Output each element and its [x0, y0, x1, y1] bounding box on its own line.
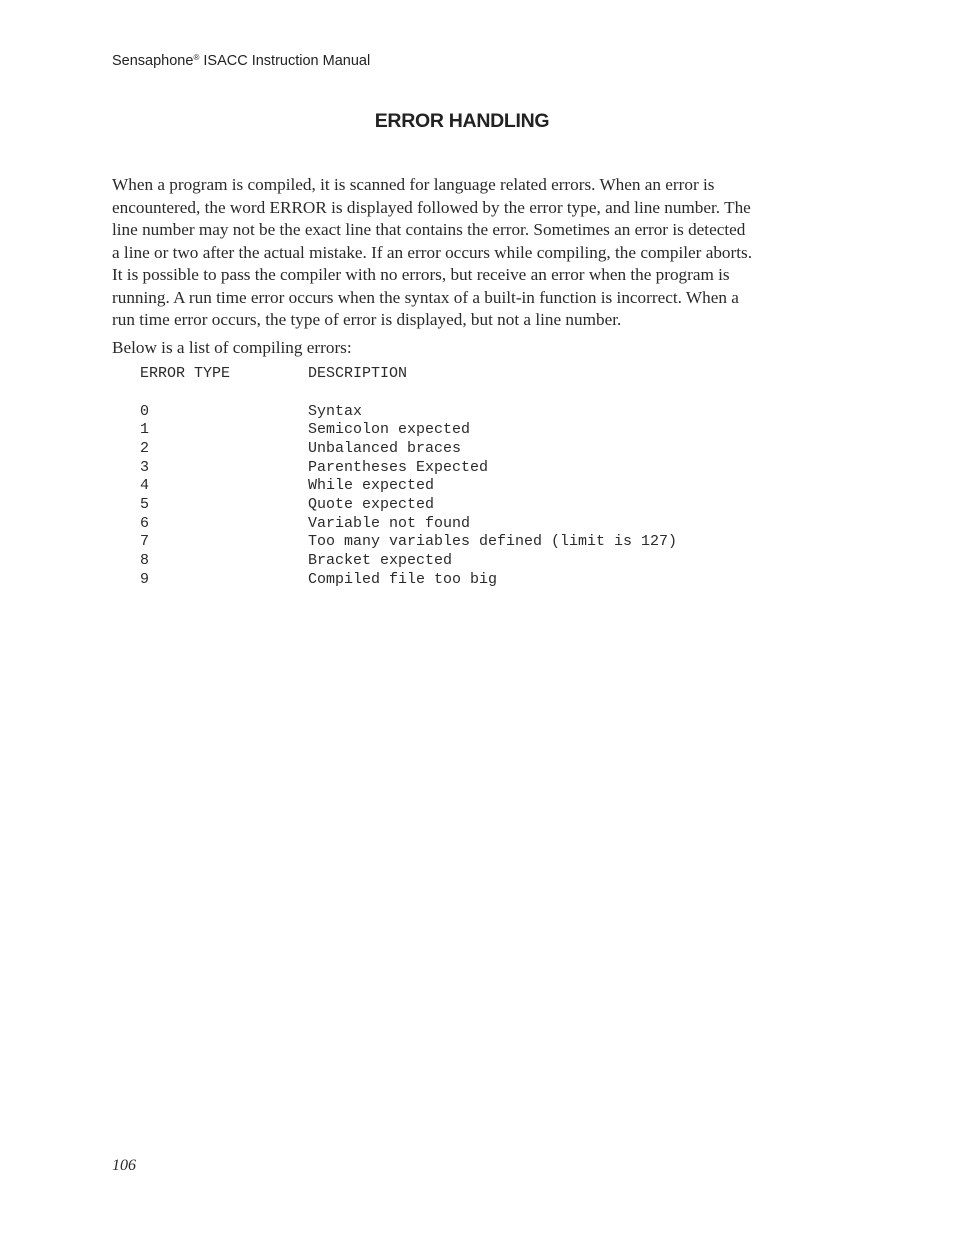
page-title: ERROR HANDLING [374, 110, 550, 132]
error-description-cell: Too many variables defined (limit is 127) [308, 533, 678, 551]
error-type-cell: 9 [140, 570, 150, 588]
error-type-cell: 5 [140, 495, 150, 513]
error-description-cell: Variable not found [308, 514, 471, 532]
body-line: running. A run time error occurs when the syntax of a built-in function is incorrect. When a [112, 287, 739, 307]
error-type-cell: 3 [140, 458, 150, 476]
error-description-cell: Compiled file too big [308, 570, 498, 588]
body-line: line number may not be the exact line that contains the error. Sometimes an error is detected [112, 220, 746, 239]
error-description-cell: Unbalanced braces [308, 439, 462, 457]
column-header-description: DESCRIPTION [308, 365, 408, 382]
error-type-cell: 7 [140, 533, 150, 551]
error-description-cell: Syntax [308, 402, 363, 420]
running-header [112, 53, 370, 69]
error-description-cell: While expected [308, 477, 435, 495]
error-type-cell: 0 [140, 402, 150, 420]
error-type-cell: 1 [140, 421, 150, 439]
page-number: 106 [112, 1157, 136, 1174]
registered-mark: ® [193, 53, 200, 62]
header-title: ISACC Instruction Manual [199, 53, 371, 69]
error-description-cell: Semicolon expected [308, 421, 471, 439]
column-header-error-type: ERROR TYPE [140, 365, 231, 382]
list-intro: Below is a list of compiling errors: [112, 338, 352, 357]
error-type-cell: 2 [140, 439, 150, 457]
error-type-cell: 8 [140, 552, 150, 569]
body-paragraph [112, 174, 818, 332]
error-description-cell: Parentheses Expected [308, 458, 489, 476]
error-type-cell: 6 [140, 514, 150, 532]
body-line: When a program is compiled, it is scanned for language related errors. When an error is [112, 175, 715, 194]
error-description-cell: Quote expected [308, 495, 435, 513]
header-brand: Sensaphone [112, 53, 194, 69]
body-line: encountered, the word ERROR is displayed followed by the error type, and line number. The [112, 197, 751, 217]
body-line: a line or two after the actual mistake. If an error occurs while compiling, the compiler aborts. [112, 242, 752, 262]
error-description-cell: Bracket expected [308, 552, 453, 569]
error-type-cell: 4 [140, 477, 150, 495]
body-line: It is possible to pass the compiler with no errors, but receive an error when the program is [112, 265, 730, 284]
body-line: run time error occurs, the type of error is displayed, but not a line number. [112, 310, 622, 329]
